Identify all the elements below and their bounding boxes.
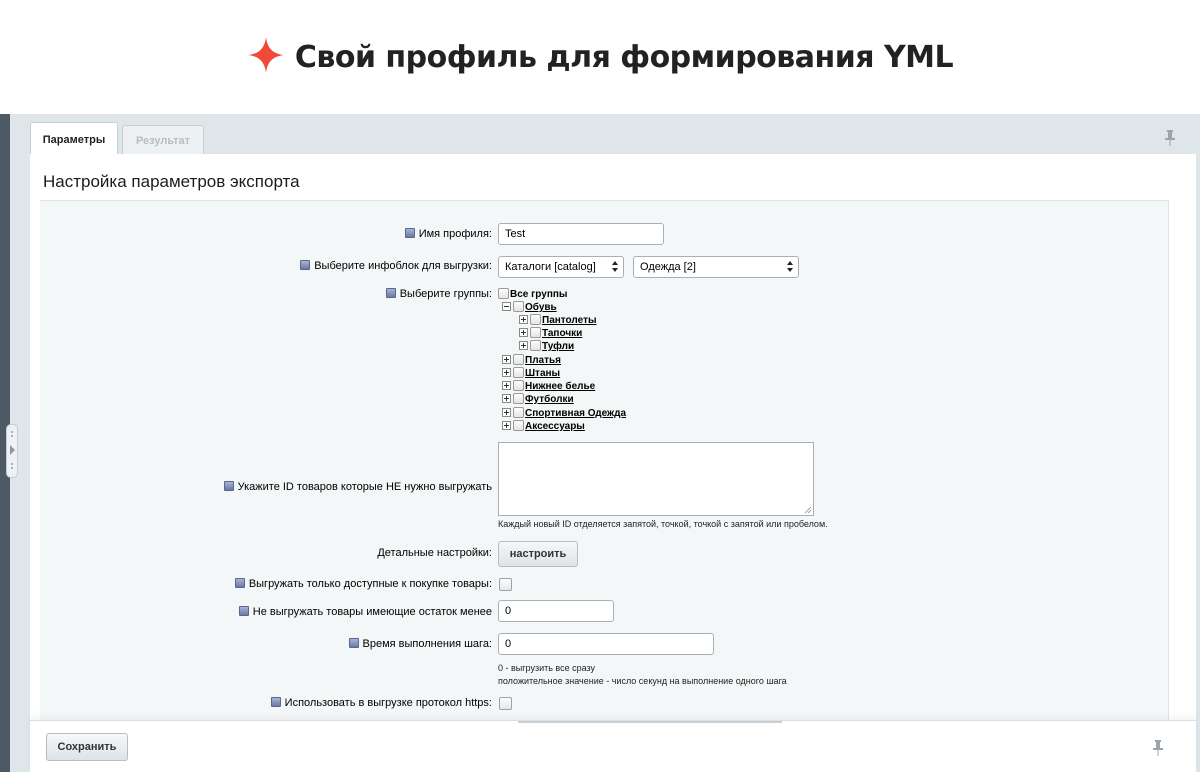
scrolled-content-edge: [518, 721, 782, 723]
only-available-checkbox[interactable]: [499, 578, 512, 591]
expand-icon[interactable]: [502, 421, 511, 430]
help-icon[interactable]: [300, 260, 310, 270]
expand-icon[interactable]: [502, 381, 511, 390]
tree-item[interactable]: Пантолеты: [519, 314, 597, 327]
profile-name-input[interactable]: Test: [498, 223, 664, 245]
expand-icon[interactable]: [519, 328, 528, 337]
step-time-label: Время выполнения шага:: [349, 638, 492, 650]
tree-item[interactable]: Платья: [502, 354, 561, 367]
help-icon[interactable]: [235, 578, 245, 588]
expand-icon[interactable]: [519, 315, 528, 324]
infoblock-label: Выберите инфоблок для выгрузки:: [300, 260, 492, 272]
help-icon[interactable]: [224, 481, 234, 491]
use-https-checkbox[interactable]: [499, 697, 512, 710]
save-button[interactable]: Сохранить: [46, 733, 128, 761]
panel-title: Настройка параметров экспорта: [43, 172, 300, 191]
tree-item-all-groups[interactable]: Все группы: [498, 288, 567, 301]
expand-icon[interactable]: [502, 394, 511, 403]
help-icon[interactable]: [349, 638, 359, 648]
expand-icon[interactable]: [502, 355, 511, 364]
infoblock-type-select[interactable]: Каталоги [catalog]: [498, 256, 624, 278]
detail-settings-label: Детальные настройки:: [377, 547, 492, 559]
expand-icon[interactable]: [502, 368, 511, 377]
configure-button[interactable]: настроить: [498, 541, 578, 567]
checkbox[interactable]: [513, 367, 524, 378]
tree-item[interactable]: Аксессуары: [502, 420, 585, 433]
step-time-note-1: 0 - выгрузить все сразу: [498, 663, 596, 673]
checkbox[interactable]: [530, 340, 541, 351]
collapse-icon[interactable]: [502, 302, 511, 311]
grip-dots-icon: [11, 463, 13, 465]
banner: [0, 0, 1200, 114]
min-stock-label: Не выгружать товары имеющие остаток менее: [239, 606, 492, 618]
help-icon[interactable]: [405, 228, 415, 238]
tree-item[interactable]: Обувь: [502, 301, 557, 314]
tree-item[interactable]: Спортивная Одежда: [502, 407, 626, 420]
checkbox[interactable]: [530, 314, 541, 325]
use-https-label: Использовать в выгрузке протокол https:: [271, 697, 492, 709]
tree-item[interactable]: Туфли: [519, 340, 574, 353]
expand-icon[interactable]: [519, 341, 528, 350]
resize-grip-icon[interactable]: [804, 506, 812, 514]
settings-panel: [30, 154, 1196, 720]
chevron-right-icon: [10, 445, 15, 455]
pin-icon[interactable]: [1164, 130, 1176, 146]
checkbox[interactable]: [513, 354, 524, 365]
infoblock-select[interactable]: Одежда [2]: [633, 256, 799, 278]
exclude-ids-label: Укажите ID товаров которые НЕ нужно выгружать: [224, 481, 492, 493]
tabs-row: [30, 120, 1196, 154]
checkbox[interactable]: [513, 380, 524, 391]
exclude-ids-note: Каждый новый ID отделяется запятой, точкой, точкой с запятой или пробелом.: [498, 519, 828, 529]
min-stock-input[interactable]: 0: [498, 600, 614, 622]
footer-bar: [30, 720, 1196, 773]
tree-item[interactable]: Футболки: [502, 393, 574, 406]
select-caret-icon: [612, 261, 618, 273]
profile-name-label: Имя профиля:: [405, 228, 492, 240]
tab-parameters[interactable]: Параметры: [30, 122, 118, 156]
pin-icon[interactable]: [1152, 740, 1164, 756]
only-available-label: Выгружать только доступные к покупке товары:: [235, 578, 492, 590]
step-time-note-2: положительное значение - число секунд на выполнение одного шага: [498, 676, 787, 686]
tab-result[interactable]: Результат: [122, 125, 204, 155]
checkbox[interactable]: [513, 393, 524, 404]
tree-item[interactable]: Нижнее белье: [502, 380, 595, 393]
checkbox[interactable]: [498, 288, 509, 299]
help-icon[interactable]: [386, 288, 396, 298]
expand-icon[interactable]: [502, 408, 511, 417]
sparkle-star-icon: [247, 36, 285, 74]
export-form: [40, 200, 1169, 721]
sidebar-toggle[interactable]: [6, 424, 18, 478]
checkbox[interactable]: [513, 301, 524, 312]
banner-title: Свой профиль для формирования YML: [294, 39, 954, 75]
admin-screen: [0, 114, 1200, 772]
checkbox[interactable]: [513, 407, 524, 418]
tree-item[interactable]: Штаны: [502, 367, 560, 380]
help-icon[interactable]: [271, 697, 281, 707]
tree-item[interactable]: Тапочки: [519, 327, 582, 340]
select-caret-icon: [787, 261, 793, 273]
step-time-input[interactable]: 0: [498, 633, 714, 655]
grip-dots-icon: [11, 431, 13, 433]
groups-label: Выберите группы:: [386, 288, 492, 300]
checkbox[interactable]: [513, 420, 524, 431]
help-icon[interactable]: [239, 606, 249, 616]
exclude-ids-textarea[interactable]: [498, 442, 814, 516]
checkbox[interactable]: [530, 327, 541, 338]
